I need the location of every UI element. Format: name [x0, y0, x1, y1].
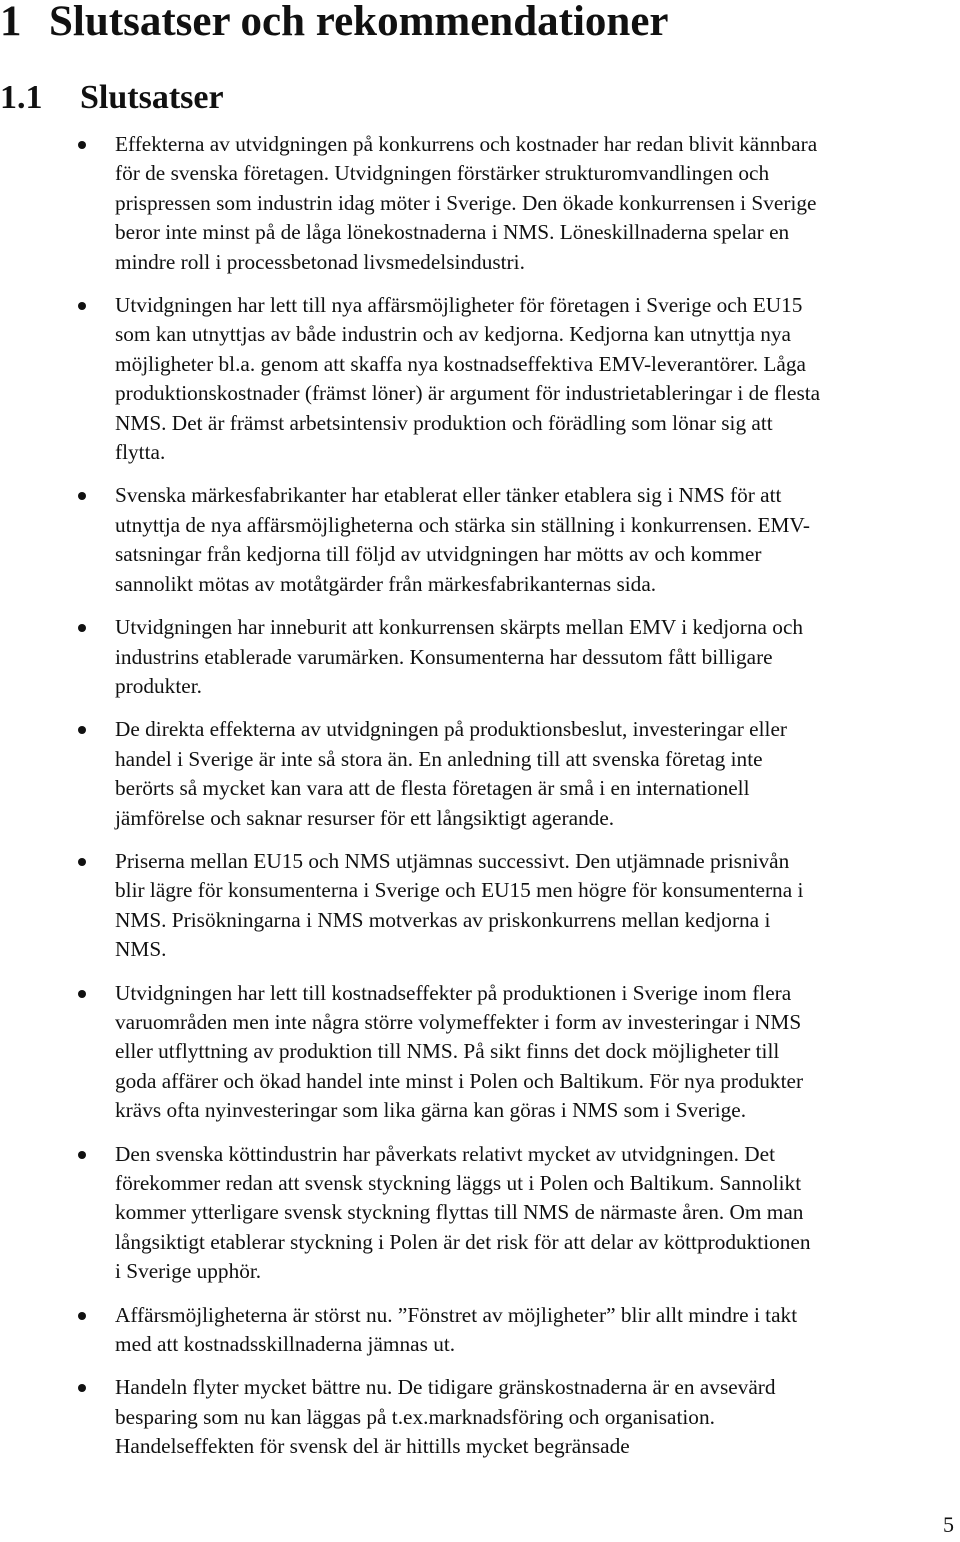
bullet-text-line: krävs ofta nyinvesteringar som lika gärna kan göras i NMS som i Sverige.: [115, 1098, 747, 1123]
bullet-text-line: kommer ytterligare svensk styckning flyttas till NMS de närmaste åren. Om man: [115, 1200, 804, 1225]
bullet-text-line: industrins etablerade varumärken. Konsumenterna har dessutom fått billigare: [115, 644, 773, 669]
bullet-item: [0, 130, 960, 277]
bullet-text-line: goda affärer och ökad handel inte minst i Polen och Baltikum. För nya produkter: [115, 1068, 804, 1093]
bullet-text-line: förekommer redan att svensk styckning läggs ut i Polen och Baltikum. Sannolikt: [115, 1171, 802, 1195]
bullet-text-line: prispressen som industrin idag möter i Sverige. Den ökade konkurrensen i Sverige: [115, 190, 817, 215]
bullet-text-line: möjligheter bl.a. genom att skaffa nya kostnadseffektiva EMV-leverantörer. Låga: [115, 351, 806, 376]
bullet-text-line: beror inte minst på de låga lönekostnaderna i NMS. Löneskillnaderna spelar en: [115, 220, 790, 245]
bullet-text-line: Priserna mellan EU15 och NMS utjämnas successivt. Den utjämnade prisnivån: [115, 848, 790, 873]
section-title: Slutsatser: [80, 79, 224, 116]
bullet-item: [0, 291, 960, 467]
bullet-item: [0, 481, 960, 599]
bullet-text-line: Utvidgningen har inneburit att konkurrensen skärpts mellan EMV i kedjorna och: [115, 615, 804, 640]
bullet-text-line: för de svenska företagen. Utvidgningen förstärker strukturomvandlingen och: [115, 161, 770, 186]
bullet-dot-icon: [78, 726, 86, 734]
bullet-dot-icon: [78, 858, 86, 866]
bullet-dot-icon: [78, 624, 86, 632]
bullet-dot-icon: [78, 302, 86, 310]
bullet-text-line: sannolikt mötas av motåtgärder från märkesfabrikanternas sida.: [115, 571, 657, 596]
bullet-text-line: satsningar från kedjorna till följd av utvidgningen har mötts av och kommer: [115, 542, 762, 567]
bullet-text-line: utnyttja de nya affärsmöjligheterna och stärka sin ställning i konkurrensen. EMV-: [115, 512, 810, 537]
chapter-number: 1: [0, 0, 22, 45]
bullet-text-line: varuområden men inte några större volymeffekter i form av investeringar i NMS: [115, 1009, 802, 1034]
bullet-text-line: som kan utnyttjas av både industrin och av kedjorna. Kedjorna kan utnyttja nya: [115, 322, 792, 347]
bullet-dot-icon: [78, 1151, 86, 1159]
bullet-dot-icon: [78, 990, 86, 998]
bullet-text-line: blir lägre för konsumenterna i Sverige och EU15 men högre för konsumenterna i: [115, 878, 804, 903]
bullet-text-line: NMS. Det är främst arbetsintensiv produktion och förädling som lönar sig att: [115, 410, 773, 435]
bullet-text-line: NMS.: [115, 937, 167, 962]
section-heading: [0, 78, 224, 118]
bullet-item: [0, 847, 960, 965]
section-number: 1.1: [0, 79, 43, 116]
bullet-item: [0, 613, 960, 701]
bullet-dot-icon: [78, 492, 86, 500]
bullet-dot-icon: [78, 1384, 86, 1392]
bullet-text-line: NMS. Prisökningarna i NMS motverkas av priskonkurrens mellan kedjorna i: [115, 907, 771, 932]
bullet-text-line: handel i Sverige är inte så stora än. En anledning till att svenska företag inte: [115, 746, 763, 771]
bullet-text-line: med att kostnadsskillnaderna jämnas ut.: [115, 1332, 456, 1357]
bullet-text-line: mindre roll i processbetonad livsmedelsindustri.: [115, 249, 525, 274]
bullet-text-line: De direkta effekterna av utvidgningen på produktionsbeslut, investeringar eller: [115, 717, 788, 742]
page-number: 5: [943, 1512, 954, 1537]
bullet-item: [0, 1373, 960, 1461]
bullet-text-line: Handelseffekten för svensk del är hittills mycket begränsade: [115, 1434, 630, 1459]
chapter-heading: [0, 0, 669, 46]
bullet-text-line: Utvidgningen har lett till kostnadseffekter på produktionen i Sverige inom flera: [115, 980, 792, 1005]
conclusions-bullet-list: [0, 130, 960, 1476]
bullet-item: [0, 1301, 960, 1360]
bullet-text-line: flytta.: [115, 440, 166, 465]
bullet-text-line: jämförelse och saknar resurser för ett långsiktigt agerande.: [115, 805, 615, 830]
bullet-text-line: Den svenska köttindustrin har påverkats relativt mycket av utvidgningen. Det: [115, 1141, 776, 1166]
bullet-item: [0, 715, 960, 833]
bullet-text-line: produkter.: [115, 673, 202, 698]
bullet-text-line: Affärsmöjligheterna är störst nu. ”Fönstret av möjligheter” blir allt mindre i takt: [115, 1302, 798, 1327]
bullet-item: [0, 1140, 960, 1287]
bullet-text-line: produktionskostnader (främst löner) är argument för industrietableringar i de flesta: [115, 381, 821, 406]
chapter-title: Slutsatser och rekommendationer: [49, 0, 669, 45]
bullet-text-line: eller utflyttning av produktion till NMS. På sikt finns det dock möjligheter till: [115, 1039, 780, 1064]
bullet-text-line: i Sverige upphör.: [115, 1259, 262, 1284]
bullet-text-line: besparing som nu kan läggas på t.ex.marknadsföring och organisation.: [115, 1404, 715, 1429]
bullet-dot-icon: [78, 1312, 86, 1320]
bullet-text-line: Handeln flyter mycket bättre nu. De tidigare gränskostnaderna är en avsevärd: [115, 1375, 776, 1400]
bullet-text-line: långsiktigt etablerar styckning i Polen är det risk för att delar av köttproduktionen: [115, 1229, 811, 1254]
bullet-item: [0, 979, 960, 1126]
bullet-text-line: berörts så mycket kan vara att de flesta företagen är små i en internationell: [115, 776, 750, 801]
bullet-text-line: Utvidgningen har lett till nya affärsmöjligheter för företagen i Sverige och EU15: [115, 293, 803, 318]
bullet-text-line: Svenska märkesfabrikanter har etablerat eller tänker etablera sig i NMS för att: [115, 483, 782, 508]
bullet-text-line: Effekterna av utvidgningen på konkurrens och kostnader har redan blivit kännbara: [115, 132, 818, 156]
bullet-dot-icon: [78, 141, 86, 149]
